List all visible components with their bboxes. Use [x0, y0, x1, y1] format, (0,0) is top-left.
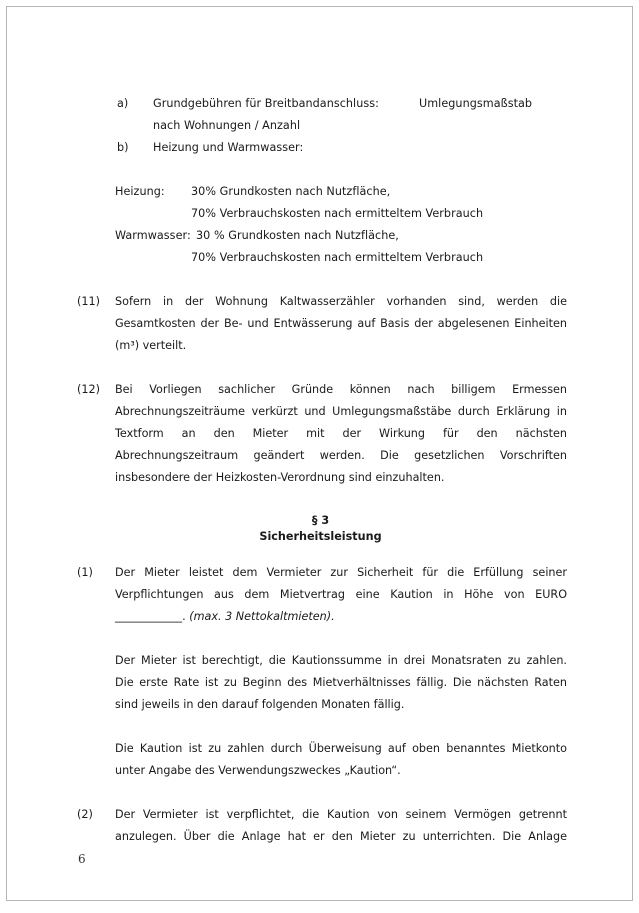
- paragraph-12-line: insbesondere der Heizkosten-Verordnung sind einzuhalten.: [115, 471, 445, 484]
- s3-paragraph-1-line: Der Mieter leistet dem Vermieter zur Sicherheit für die Erfüllung seiner: [115, 566, 567, 579]
- installments-line: Der Mieter ist berechtigt, die Kautionssumme in drei Monatsraten zu zahlen.: [115, 654, 567, 667]
- s3-paragraph-1-line: Verpflichtungen aus dem Mietvertrag eine Kaution in Höhe von EURO: [115, 588, 567, 601]
- paragraph-12: [115, 379, 567, 489]
- item-a-label: a): [117, 97, 129, 110]
- item-a-text2: nach Wohnungen / Anzahl: [153, 119, 301, 132]
- paragraph-11-line: Gesamtkosten der Be- und Entwässerung auf Basis der abgelesenen Einheiten: [115, 317, 567, 330]
- paragraph-12-line: Abrechnungszeitraum geändert werden. Die gesetzlichen Vorschriften: [115, 449, 567, 462]
- heizung-label: Heizung:: [115, 185, 165, 198]
- document-page: [6, 6, 633, 901]
- paragraph-11-number: (11): [77, 295, 100, 308]
- installments-line: Die erste Rate ist zu Beginn des Mietverhältnisses fällig. Die nächsten Raten: [115, 676, 567, 689]
- paragraph-12-line: Bei Vorliegen sachlicher Gründe können nach billigem Ermessen: [115, 383, 567, 396]
- item-a-text: Grundgebühren für Breitbandanschluss:: [153, 97, 379, 110]
- heizung-line-2: 70% Verbrauchskosten nach ermitteltem Verbrauch: [191, 207, 484, 220]
- section-title: Sicherheitsleistung: [259, 530, 382, 543]
- s3-paragraph-1-payment: [115, 738, 567, 782]
- paragraph-11-line: Sofern in der Wohnung Kaltwasserzähler vorhanden sind, werden die: [115, 295, 567, 308]
- item-b-text: Heizung und Warmwasser:: [153, 141, 304, 154]
- s3-paragraph-2: [115, 804, 567, 848]
- s3-paragraph-2-line: Der Vermieter ist verpflichtet, die Kaution von seinem Vermögen getrennt: [115, 808, 567, 821]
- paragraph-12-line: Abrechnungszeiträume verkürzt und Umlegungsmaßstäbe durch Erklärung in: [115, 405, 567, 418]
- paragraph-11: [115, 291, 567, 357]
- paragraph-12-number: (12): [77, 383, 100, 396]
- item-b-label: b): [117, 141, 129, 154]
- paragraph-12-line: Textform an den Mieter mit der Wirkung für den nächsten: [115, 427, 567, 440]
- paragraph-11-line: (m³) verteilt.: [115, 339, 187, 352]
- payment-line: unter Angabe des Verwendungszweckes „Kaution“.: [115, 764, 401, 777]
- item-a-method: Umlegungsmaßstab: [419, 97, 533, 110]
- s3-paragraph-1-blank-line: [115, 606, 567, 628]
- s3-paragraph-1: [115, 562, 567, 628]
- warmwasser-label: Warmwasser:: [115, 229, 191, 242]
- s3-paragraph-2-number: (2): [77, 808, 93, 821]
- deposit-amount-blank: ____________.: [115, 610, 186, 623]
- s3-paragraph-1-installments: [115, 650, 567, 716]
- installments-line: sind jeweils in den darauf folgenden Monaten fällig.: [115, 698, 405, 711]
- s3-paragraph-1-number: (1): [77, 566, 93, 579]
- payment-line: Die Kaution ist zu zahlen durch Überweisung auf oben benanntes Mietkonto: [115, 742, 567, 755]
- warmwasser-line-1: 30 % Grundkosten nach Nutzfläche,: [196, 229, 399, 242]
- s3-paragraph-2-line: anzulegen. Über die Anlage hat er den Mieter zu unterrichten. Die Anlage: [115, 830, 567, 843]
- warmwasser-line-2: 70% Verbrauchskosten nach ermitteltem Verbrauch: [191, 251, 484, 264]
- heizung-line-1: 30% Grundkosten nach Nutzfläche,: [191, 185, 391, 198]
- deposit-max-note: (max. 3 Nettokaltmieten).: [189, 610, 335, 623]
- page-number: 6: [78, 852, 86, 866]
- section-number: § 3: [311, 514, 330, 527]
